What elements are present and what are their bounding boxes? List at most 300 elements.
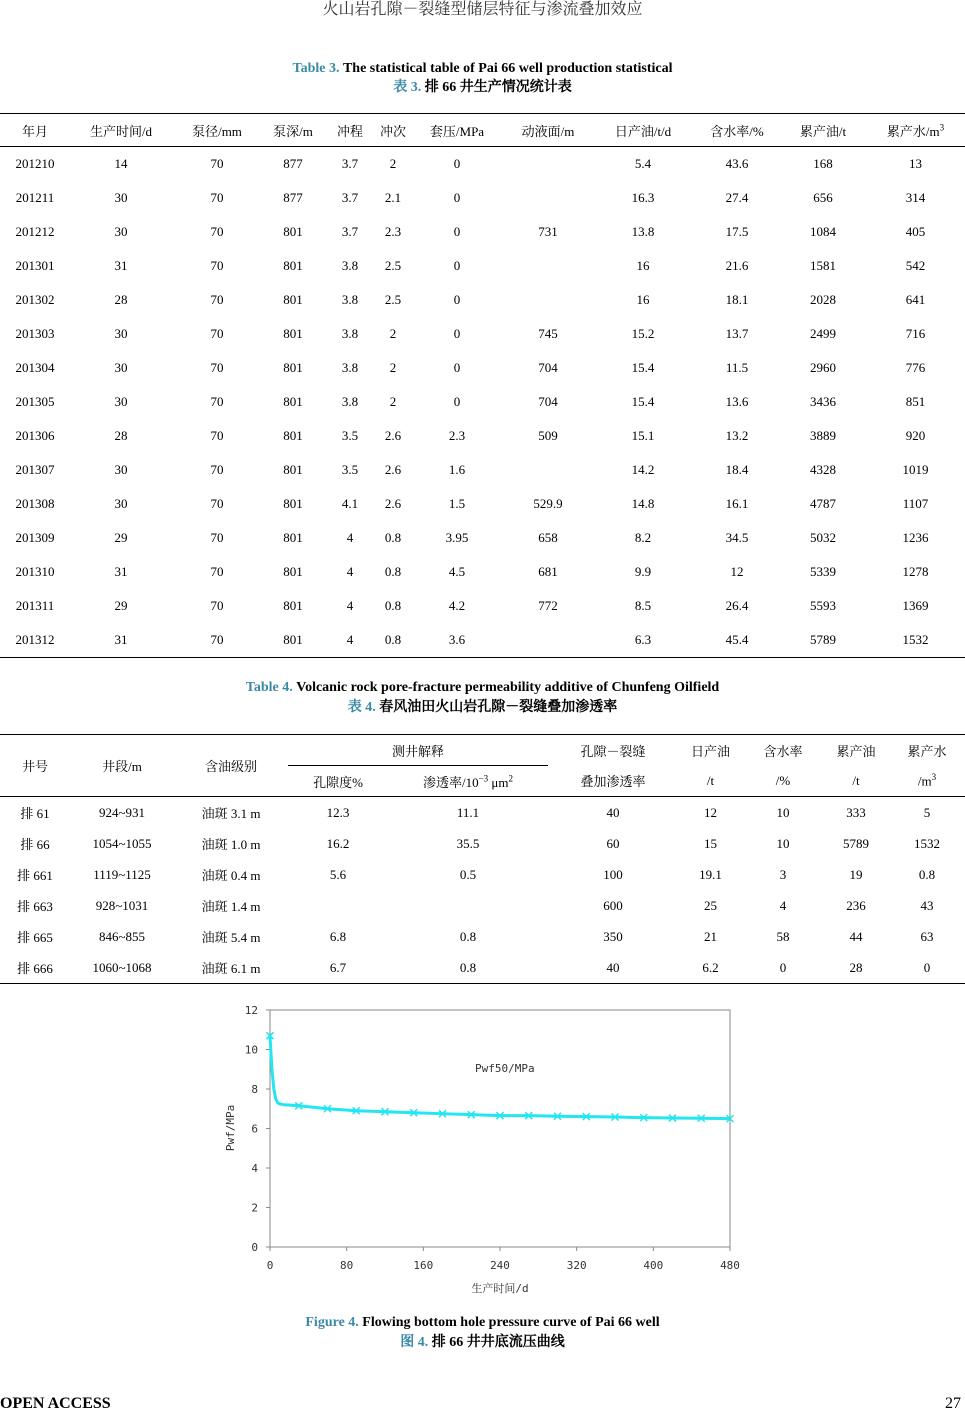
table-cell: 3.8 bbox=[341, 258, 359, 273]
table-cell: 18.4 bbox=[725, 462, 749, 477]
table-cell: 70 bbox=[210, 190, 224, 205]
table-cell: 924~931 bbox=[98, 804, 146, 820]
table-cell: 15 bbox=[704, 835, 717, 851]
table-cell: 681 bbox=[538, 564, 558, 579]
table-cell: 801 bbox=[283, 258, 303, 273]
table-cell: 846~855 bbox=[98, 928, 146, 944]
table3-caption-en-label: Table 3. bbox=[292, 61, 340, 76]
table-cell: 6.2 bbox=[702, 959, 719, 975]
table-cell: 30 bbox=[114, 360, 128, 375]
table-cell: 2.3 bbox=[384, 224, 402, 239]
table-cell: 201310 bbox=[15, 564, 55, 579]
table-cell: 5593 bbox=[810, 598, 836, 613]
figure4-caption-cn-label: 图 4. bbox=[400, 1335, 429, 1350]
table-cell: 4.2 bbox=[448, 598, 466, 613]
table-cell bbox=[504, 283, 592, 317]
table-cell: 4 bbox=[779, 897, 787, 913]
x-tick-label: 80 bbox=[340, 1259, 354, 1272]
table-cell: 14 bbox=[114, 156, 128, 171]
table3-caption-cn-label: 表 3. bbox=[393, 80, 422, 95]
table-cell: 201303 bbox=[15, 326, 55, 341]
table-cell: 201307 bbox=[15, 462, 55, 477]
table-cell: 油斑 0.4 m bbox=[201, 868, 261, 883]
table-cell: 31 bbox=[114, 564, 128, 579]
table-cell: 16 bbox=[636, 292, 650, 307]
table-cell: 40 bbox=[606, 959, 620, 975]
table-cell: 1119~1125 bbox=[93, 866, 151, 882]
header-cumwater-unit: /m bbox=[917, 773, 932, 789]
table-cell: 2 bbox=[389, 360, 397, 375]
table-row bbox=[0, 890, 965, 921]
x-tick-label: 0 bbox=[266, 1259, 274, 1272]
table-cell: 40 bbox=[606, 804, 620, 820]
table-cell: 70 bbox=[210, 394, 224, 409]
table-cell: 排 661 bbox=[17, 868, 53, 883]
table-cell: 801 bbox=[283, 292, 303, 307]
table-cell: 641 bbox=[905, 292, 926, 307]
table-cell: 201305 bbox=[15, 394, 55, 409]
table-cell: 168 bbox=[813, 156, 833, 171]
table-cell: 6.3 bbox=[634, 632, 652, 647]
table-cell: 43 bbox=[920, 897, 934, 913]
table-cell: 236 bbox=[846, 897, 866, 913]
figure4-caption-en bbox=[0, 1313, 965, 1332]
table-cell: 4328 bbox=[810, 462, 836, 477]
table-cell: 201212 bbox=[15, 224, 55, 239]
table-cell: 1060~1068 bbox=[92, 959, 152, 975]
table-cell: 201210 bbox=[15, 156, 55, 171]
table-cell: 801 bbox=[283, 462, 303, 477]
y-axis-label: Pwf/MPa bbox=[224, 1104, 237, 1152]
x-tick-label: 320 bbox=[566, 1259, 587, 1272]
table-cell: 12 bbox=[730, 564, 744, 579]
table-cell: 716 bbox=[905, 326, 926, 341]
table-cell: 70 bbox=[210, 564, 224, 579]
table-row bbox=[0, 385, 965, 419]
table-cell: 0 bbox=[779, 959, 787, 975]
table-cell: 5789 bbox=[810, 632, 836, 647]
table-cell: 油斑 3.1 m bbox=[201, 806, 261, 821]
header-label: 冲程 bbox=[336, 123, 363, 139]
table-cell: 2.6 bbox=[384, 496, 402, 511]
header-perm-sup2: 2 bbox=[508, 773, 514, 784]
table-cell: 5032 bbox=[810, 530, 836, 545]
table3-caption-en-text: The statistical table of Pai 66 well production statistical bbox=[342, 61, 673, 76]
x-tick-label: 480 bbox=[720, 1259, 740, 1272]
table-cell: 3.8 bbox=[341, 292, 359, 307]
table4-caption-en-text: Volcanic rock pore-fracture permeability additive of Chunfeng Oilfield bbox=[296, 680, 720, 695]
table-cell: 30 bbox=[114, 394, 128, 409]
table-cell bbox=[504, 249, 592, 283]
table-cell: 2 bbox=[389, 394, 397, 409]
table-cell: 4 bbox=[346, 632, 354, 647]
table-cell: 29 bbox=[114, 598, 128, 613]
table-cell: 1107 bbox=[902, 496, 929, 511]
figure4-caption-en-label: Figure 4. bbox=[305, 1315, 359, 1330]
table-cell: 70 bbox=[210, 360, 224, 375]
running-head: 火山岩孔隙－裂缝型储层特征与渗流叠加效应 bbox=[322, 1, 643, 18]
table-cell: 3436 bbox=[810, 394, 836, 409]
table-cell: 801 bbox=[283, 632, 303, 647]
table-cell: 3.5 bbox=[341, 428, 359, 443]
table-cell: 21.6 bbox=[725, 258, 749, 273]
table-cell: 6.7 bbox=[329, 959, 347, 975]
table-cell: 801 bbox=[283, 326, 303, 341]
table-cell: 70 bbox=[210, 156, 224, 171]
table-cell: 1369 bbox=[902, 598, 929, 613]
table-cell: 30 bbox=[114, 496, 128, 511]
table-cell: 3889 bbox=[810, 428, 836, 443]
table-row bbox=[0, 952, 965, 984]
header-cumoil-bottom: /t bbox=[823, 766, 889, 797]
table-cell: 26.4 bbox=[725, 598, 749, 613]
header-pf-bottom: 叠加渗透率 bbox=[548, 766, 678, 797]
table4-caption-cn-text: 春风油田火山岩孔隙－裂缝叠加渗透率 bbox=[379, 700, 618, 715]
table-cell: 3.8 bbox=[341, 360, 359, 375]
table-cell: 70 bbox=[210, 258, 224, 273]
table-row bbox=[0, 453, 965, 487]
table-cell: 13 bbox=[909, 156, 922, 171]
table-cell: 1236 bbox=[902, 530, 929, 545]
table-cell: 2 bbox=[389, 156, 397, 171]
table-cell: 201309 bbox=[15, 530, 55, 545]
table-cell: 13.8 bbox=[631, 224, 655, 239]
table-cell: 5.4 bbox=[634, 156, 652, 171]
table-cell: 16.1 bbox=[725, 496, 749, 511]
table-row bbox=[0, 828, 965, 859]
table-cell: 801 bbox=[283, 564, 303, 579]
table-cell: 658 bbox=[538, 530, 558, 545]
header-label: 累产水/m bbox=[886, 123, 940, 139]
header-label: 生产时间/d bbox=[89, 123, 153, 139]
table-cell: 排 663 bbox=[17, 899, 53, 914]
header-cumoil-top: 累产油 bbox=[836, 743, 876, 759]
table-cell: 5339 bbox=[810, 564, 836, 579]
y-tick-label: 8 bbox=[251, 1083, 258, 1096]
table-cell: 801 bbox=[283, 530, 303, 545]
header-cumwater-top: 累产水 bbox=[907, 743, 947, 759]
table-header-cell bbox=[592, 114, 694, 147]
header-perm-sup: −3 bbox=[478, 773, 489, 784]
table-cell: 11.5 bbox=[725, 360, 749, 375]
table-cell: 0 bbox=[453, 326, 461, 341]
y-tick-label: 0 bbox=[251, 1241, 258, 1254]
table-cell: 801 bbox=[283, 360, 303, 375]
header-perm-unit: μm bbox=[488, 774, 509, 790]
table-cell: 704 bbox=[538, 394, 558, 409]
table-cell: 3.7 bbox=[341, 156, 359, 171]
table-row bbox=[0, 921, 965, 952]
table-row bbox=[0, 797, 965, 829]
table-cell: 2 bbox=[389, 326, 397, 341]
table-cell: 1.6 bbox=[448, 462, 466, 477]
table-cell: 34.5 bbox=[725, 530, 749, 545]
table-cell: 5789 bbox=[843, 835, 869, 851]
table-cell: 1084 bbox=[810, 224, 836, 239]
header-well: 井号 bbox=[0, 735, 70, 797]
table-cell: 28 bbox=[849, 959, 863, 975]
table-cell: 201311 bbox=[15, 598, 55, 613]
table-cell: 1019 bbox=[902, 462, 929, 477]
table-header-cell bbox=[410, 114, 504, 147]
table4-caption-cn-label: 表 4. bbox=[347, 700, 376, 715]
table-cell: 排 66 bbox=[20, 837, 50, 852]
table-cell: 58 bbox=[776, 928, 790, 944]
table-cell: 43.6 bbox=[725, 156, 749, 171]
table-cell: 0.8 bbox=[384, 632, 402, 647]
table3-caption-cn-text: 排 66 井生产情况统计表 bbox=[424, 80, 572, 95]
header-label: 动液面/m bbox=[521, 123, 575, 139]
table-cell: 60 bbox=[606, 835, 620, 851]
table-row bbox=[0, 351, 965, 385]
table-cell: 1581 bbox=[810, 258, 836, 273]
table-cell: 63 bbox=[920, 928, 934, 944]
table-cell: 529.9 bbox=[533, 496, 563, 511]
header-label: 冲次 bbox=[379, 123, 406, 139]
table-cell: 5 bbox=[923, 804, 931, 820]
header-permeability bbox=[388, 766, 548, 797]
table-cell: 4787 bbox=[810, 496, 836, 511]
table-cell: 31 bbox=[114, 258, 128, 273]
table-cell: 0.8 bbox=[384, 598, 402, 613]
pressure-chart bbox=[200, 998, 760, 1303]
table4-caption-en-label: Table 4. bbox=[245, 680, 293, 695]
table-row bbox=[0, 249, 965, 283]
table-cell: 731 bbox=[538, 224, 558, 239]
x-axis-label: 生产时间/d bbox=[471, 1282, 529, 1295]
table-cell: 600 bbox=[603, 897, 623, 913]
table-cell: 350 bbox=[603, 928, 623, 944]
table-cell: 509 bbox=[538, 428, 558, 443]
y-tick-label: 4 bbox=[251, 1162, 258, 1175]
table-cell: 15.4 bbox=[631, 360, 655, 375]
table-header-cell bbox=[694, 114, 780, 147]
table-cell: 0 bbox=[453, 292, 461, 307]
table-cell: 3.7 bbox=[341, 224, 359, 239]
table-cell: 4 bbox=[346, 530, 354, 545]
table-cell bbox=[504, 181, 592, 215]
table-cell: 201306 bbox=[15, 428, 55, 443]
table-header-cell bbox=[0, 114, 70, 147]
x-tick-label: 240 bbox=[490, 1259, 510, 1272]
table-header-cell bbox=[324, 114, 376, 147]
table-cell: 877 bbox=[283, 190, 303, 205]
table-cell: 15.4 bbox=[631, 394, 655, 409]
table-cell: 30 bbox=[114, 190, 128, 205]
table-cell: 928~1031 bbox=[95, 897, 149, 913]
table-cell: 0.8 bbox=[918, 866, 936, 882]
table-cell: 801 bbox=[283, 394, 303, 409]
header-label: 累产油/t bbox=[799, 123, 847, 139]
table3-caption-cn bbox=[0, 78, 965, 97]
table-row bbox=[0, 487, 965, 521]
table-cell: 15.1 bbox=[631, 428, 655, 443]
header-cumwater-bottom bbox=[889, 766, 965, 797]
table-cell: 0 bbox=[453, 258, 461, 273]
table-cell: 油斑 5.4 m bbox=[201, 930, 261, 945]
table-header-cell bbox=[70, 114, 172, 147]
table-cell: 745 bbox=[538, 326, 558, 341]
table-row bbox=[0, 623, 965, 658]
header-logging: 测井解释 bbox=[288, 735, 548, 766]
header-label: 含水率/% bbox=[710, 123, 764, 139]
table-cell: 3.8 bbox=[341, 394, 359, 409]
table-row bbox=[0, 859, 965, 890]
table-cell: 405 bbox=[905, 224, 926, 239]
table-cell: 776 bbox=[905, 360, 926, 375]
table-row bbox=[0, 215, 965, 249]
header-label: 套压/MPa bbox=[429, 123, 485, 139]
table-cell: 2.6 bbox=[384, 462, 402, 477]
table-cell: 801 bbox=[283, 598, 303, 613]
table-cell: 12 bbox=[704, 804, 717, 820]
table-cell: 16.2 bbox=[326, 835, 350, 851]
table-cell: 13.2 bbox=[725, 428, 749, 443]
table-cell: 70 bbox=[210, 292, 224, 307]
table-cell: 8.5 bbox=[634, 598, 652, 613]
table-cell: 13.7 bbox=[725, 326, 749, 341]
table-cell: 201312 bbox=[15, 632, 55, 647]
table-cell: 1278 bbox=[902, 564, 929, 579]
table-cell: 排 61 bbox=[20, 806, 50, 821]
table-cell: 2.3 bbox=[448, 428, 466, 443]
table-row bbox=[0, 589, 965, 623]
table-row bbox=[0, 181, 965, 215]
table-cell: 3.6 bbox=[448, 632, 466, 647]
production-table bbox=[0, 113, 965, 658]
table-cell: 30 bbox=[114, 462, 128, 477]
table-cell: 25 bbox=[704, 897, 717, 913]
table-cell: 2.6 bbox=[384, 428, 402, 443]
x-tick-label: 400 bbox=[643, 1259, 664, 1272]
table-row bbox=[0, 147, 965, 182]
header-water-bottom: /% bbox=[743, 766, 823, 797]
table-cell: 2.5 bbox=[384, 292, 402, 307]
table-cell: 801 bbox=[283, 224, 303, 239]
table-cell: 19 bbox=[849, 866, 863, 882]
table-row bbox=[0, 521, 965, 555]
table-cell: 801 bbox=[283, 496, 303, 511]
header-sup: 3 bbox=[939, 122, 945, 133]
header-pf-top: 孔隙－裂缝 bbox=[580, 743, 646, 759]
header-label: 年月 bbox=[21, 123, 48, 139]
table-cell: 44 bbox=[849, 928, 863, 944]
table-cell: 1532 bbox=[902, 632, 929, 647]
table-cell: 30 bbox=[114, 224, 128, 239]
table-cell: 3.95 bbox=[445, 530, 469, 545]
table-cell: 0 bbox=[453, 394, 461, 409]
table-cell: 314 bbox=[905, 190, 926, 205]
table-cell: 3 bbox=[779, 866, 787, 882]
header-label: 泵深/m bbox=[273, 123, 313, 139]
figure4-caption-cn bbox=[0, 1333, 965, 1352]
table-cell: 2.5 bbox=[384, 258, 402, 273]
table-cell: 15.2 bbox=[631, 326, 655, 341]
table-cell: 801 bbox=[283, 428, 303, 443]
table-cell: 1.5 bbox=[448, 496, 466, 511]
chart-annotation: Pwf50/MPa bbox=[475, 1062, 535, 1075]
header-label: 日产油/t/d bbox=[614, 123, 672, 139]
table-cell bbox=[288, 890, 388, 921]
table-cell: 16.3 bbox=[631, 190, 655, 205]
table-cell: 28 bbox=[114, 428, 128, 443]
table-cell: 70 bbox=[210, 632, 224, 647]
table-cell bbox=[388, 890, 548, 921]
table-cell: 100 bbox=[603, 866, 623, 882]
table-header-cell bbox=[172, 114, 262, 147]
table-cell: 851 bbox=[905, 394, 926, 409]
header-daily-bottom: /t bbox=[678, 766, 743, 797]
table-cell: 772 bbox=[538, 598, 558, 613]
table-cell: 920 bbox=[905, 428, 926, 443]
header-daily-top: 日产油 bbox=[690, 743, 730, 759]
permeability-table bbox=[0, 734, 965, 984]
table-cell: 31 bbox=[114, 632, 128, 647]
table-cell: 0.8 bbox=[459, 928, 477, 944]
table-header-row bbox=[0, 114, 965, 147]
table-cell: 35.5 bbox=[456, 835, 480, 851]
table-cell: 油斑 6.1 m bbox=[201, 961, 261, 976]
header-water-top: 含水率 bbox=[763, 743, 803, 759]
table-cell: 19.1 bbox=[699, 866, 722, 882]
table-cell: 3.8 bbox=[341, 326, 359, 341]
table-cell: 10 bbox=[776, 835, 790, 851]
table-cell: 2960 bbox=[810, 360, 836, 375]
table-cell: 21 bbox=[704, 928, 717, 944]
table-cell: 201302 bbox=[15, 292, 55, 307]
table-cell: 70 bbox=[210, 326, 224, 341]
table-cell: 0.5 bbox=[459, 866, 477, 882]
table-cell: 70 bbox=[210, 598, 224, 613]
table-cell: 油斑 1.0 m bbox=[201, 837, 261, 852]
table-cell: 201301 bbox=[15, 258, 55, 273]
table-cell: 排 666 bbox=[17, 961, 53, 976]
table-cell: 8.2 bbox=[634, 530, 652, 545]
table-cell: 70 bbox=[210, 224, 224, 239]
header-label: 泵径/mm bbox=[192, 123, 242, 139]
y-tick-label: 6 bbox=[251, 1122, 258, 1136]
table-cell: 5.6 bbox=[329, 866, 347, 882]
y-tick-label: 2 bbox=[251, 1201, 258, 1215]
table-row bbox=[0, 283, 965, 317]
page-number: 27 bbox=[945, 1395, 961, 1412]
table-row bbox=[0, 419, 965, 453]
table-cell: 201211 bbox=[15, 190, 55, 205]
table-cell: 11.1 bbox=[456, 804, 480, 820]
table-cell: 16 bbox=[636, 258, 650, 273]
table-cell: 4 bbox=[346, 564, 354, 579]
table-cell: 9.9 bbox=[634, 564, 652, 579]
y-tick-label: 12 bbox=[244, 1004, 258, 1017]
table-cell: 3.5 bbox=[341, 462, 359, 477]
table-cell bbox=[504, 623, 592, 658]
table-cell: 10 bbox=[776, 804, 790, 820]
table-cell: 14.8 bbox=[631, 496, 655, 511]
table-row bbox=[0, 555, 965, 589]
table-cell: 排 665 bbox=[17, 930, 53, 945]
table-cell: 18.1 bbox=[725, 292, 749, 307]
table-cell: 3.7 bbox=[341, 190, 359, 205]
footer-open-access: OPEN ACCESS bbox=[0, 1395, 111, 1412]
table-cell: 0 bbox=[453, 360, 461, 375]
table-cell: 704 bbox=[538, 360, 558, 375]
table-cell: 2499 bbox=[810, 326, 836, 341]
table-header-cell bbox=[780, 114, 866, 147]
table-cell: 0.8 bbox=[459, 959, 477, 975]
table-cell: 0.8 bbox=[384, 530, 402, 545]
table-cell: 6.8 bbox=[329, 928, 347, 944]
table-cell: 201308 bbox=[15, 496, 55, 511]
